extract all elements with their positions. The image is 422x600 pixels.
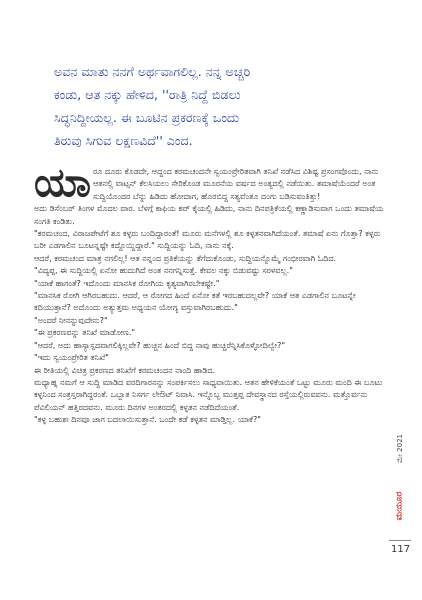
issue-date: [392, 428, 408, 468]
paragraph: "ಕಳ್ಳ ಬಹುಶಃ ದಿನವೂ ಜಾಗ ಬದಲಾಯಿಸುತ್ತಾನೆ. ಒಂದೇ ಕಡೆ ಕಳ್ಳತನ ಮಾಡ್ತಿಲ್ಲ. ಯಾಕೆ?": [34, 415, 261, 425]
pull-quote: [54, 60, 384, 152]
magazine-logo: [388, 478, 410, 534]
paragraph: "ಇದು ಸ್ವಯಂಪ್ರೇರಿತ ತನಿಖೆ": [34, 353, 109, 363]
paragraph: "ಆದರೆ, ಅದು ಹಾಸ್ಯಾಸ್ಪದವಾಗಲಿಕ್ಕಿಲ್ಲವೇ? ಹುಚ್ಚನ ಹಿಂದೆ ಬಿದ್ದ ನಾವು ಹುಚ್ಚರೆನ್ನಿಸಿಕೊಳ್ಳೋದಿಲ್ವೇ?": [34, 340, 286, 350]
pull-quote-line: ಅವನ ಮಾತು ನನಗೆ ಅರ್ಥವಾಗಲಿಲ್ಲ. ನನ್ನ ಅಚ್ಚರಿ: [54, 64, 251, 79]
pull-quote-line: ಸಿದ್ಧನಿದ್ದೀಯಲ್ಲ. ಈ ಬೂಟಿನ ಪ್ರಕರಣಕ್ಕೆ ಒಂದು: [54, 110, 240, 125]
paragraph: "ಯಾಕೆ ಹಾಗಂತೆ? ಇದೊಂದು ಮಾನಸಿಕ ರೋಗಿಯ ಕೃತ್ಯವಾಗಿರಬೇಕಷ್ಟೇ.": [34, 278, 220, 288]
page-number: 117: [391, 544, 411, 555]
first-paragraph-block: [34, 160, 386, 206]
paragraph: ಈ ರೀತಿಯಲ್ಲಿ ವಿಚಿತ್ರ ಪ್ರಕರಣದ ತನಿಖೆಗೆ ಕರಮಚಂದನ ನಾಂದಿ ಹಾಡಿದ.: [34, 365, 216, 375]
issue-date-text: ಮೇ 2021: [395, 433, 404, 463]
paragraph: "ವಿದ್ಯಪ್ಪ, ಈ ಸುದ್ದಿಯಲ್ಲಿ ಏನೋ ಹುದುಗಿದೆ ಅಂತ ನನಗನ್ನಿಸುತ್ತೆ. ಕೇವಲ ನಕ್ಕು ಬಿಡುವಷ್ಟು ಸರಳವಲ್ಲ.": [34, 266, 293, 276]
paragraph: "ಈ ಪ್ರಕರಣವನ್ನು ತನಿಖೆ ಮಾಡೋಣ.": [34, 328, 136, 338]
pull-quote-line: ತಿರುವು ಸಿಗುವ ಲಕ್ಷಣವಿದೆ'' ಎಂದ.: [54, 133, 193, 148]
paragraph: ಆದರೆ, ಕರಮಚಂದ ಮಾತ್ರ ನಗಲಿಲ್ಲ! ಆತ ನನ್ನಂದ ಪ್ರತಿಕೆಯನ್ನು ತೆಗೆದುಕೊಂಡು, ಸುದ್ದಿಯನ್ನೊಮ್ಮೆ ಗಂಭೀರವಾಗಿ ಓದಿದ.: [34, 253, 337, 263]
paragraph: "ಅಂದರೆ ನೀನನ್ನುವುದೇನು?": [34, 315, 108, 325]
page-number-rule: [389, 540, 411, 541]
paragraph: "ಕರಮಚಂದ, ವಿರಾಜಪೇಟೆಗೆ ಶೂ ಕಳ್ಳರು ಬಂದಿದ್ದಾರಂತೆ! ಮೂರು ಮನೆಗಳಲ್ಲಿ ಶೂ ಕಳ್ಳತನವಾಗಿದೆಯಂತೆ. ತಮಾಷೆ ಏನು ಗೊತ್ತಾ? ಕಳ್ಳರು ಬರೀ ಎಡಗಾಲಿನ ಬೂಟನ್ನಷ್ಟೇ ಕದ್ದೊಯ್ದಿದ್ದಾರೆ." ಸುದ್ದಿಯನ್ನು ಓದಿ, ನಾನು ನಕ್ಕೆ.: [34, 229, 381, 251]
paragraph: "ಮಾನಸಿಕ ರೋಗಿ ಆಗಿರಬಹುದು. ಆದರೆ, ಆ ರೋಗದ ಹಿಂದೆ ಏನೋ ಕತೆ ಇರಬಹುದಲ್ಲವೇ? ಯಾಕೆ ಆತ ಎಡಗಾಲಿನ ಬೂಟನ್ನೇ ಕದಿಯುತ್ತಾನೆ? ಅದೊಂದು ಅತ್ಯುತ್ತಮ ಅಧ್ಯಯನ ಯೋಗ್ಯ ವಸ್ತುವಾಗಿರಬಹುದು.": [34, 291, 356, 313]
paragraph: ಮಧ್ಯಾಹ್ನ ನಮಗೆ ಆ ಸುದ್ದಿ ಮಾಡಿದ ವರದಿಗಾರನನ್ನು ಸಂಪರ್ಕಿಸಲು ಸಾಧ್ಯವಾಯಿತು. ಆತನ ಹೇಳಿಕೆಯಂತೆ ಒಟ್ಟು ಮೂರು ಮಂದಿ ಈ ಬೂಟು ಕಳ್ಳನಿಂದ ಸಂತ್ರಸ್ತರಾಗಿದ್ದರಂತೆ. ಒಬ್ಬಾತ ನಿಸರ್ಗ ಲೇಔಟ್ ನಿವಾಸಿ. ಇನ್ನೊಬ್ಬ ಮುತ್ತಪ್ಪ ದೇವಸ್ಥಾನದ ರಸ್ತೆಯಲ್ಲಿರುವವನು. ಮತ್ತೊರ್ವನು ಪೆವಿಲಿಯನ್ ಹತ್ತಿರದವನು. ಮೂರು ದಿನಗಳ ಅಂತರದಲ್ಲಿ ಕಳ್ಳತನ ನಡೆದಿದೆಯಂತೆ.: [34, 377, 383, 412]
pull-quote-line: ಕಂಡು, ಆತ ನಕ್ಕು ಹೇಳಿದ, ''ರಾತ್ರಿ ನಿದ್ದೆ ಬಿಡಲು: [54, 87, 241, 102]
paragraph: ಅದು ಡಿಸೆಂಬರ್ ತಿಂಗಳ ಮೊದಲ ವಾರ. ಬೆಳಗ್ಗೆ ಕಾಫಿಯ ಕಪ್ ಕೈಯಲ್ಲಿ ಹಿಡಿದು, ನಾನು ದಿನಪತ್ರಿಕೆಯಲ್ಲಿ ಕಣ್ಣಾಡಿಸುವಾಗ ಒಂದು ತಮಾಷೆಯ ಸಂಗತಿ ಕಂಡಿತು.: [34, 204, 384, 226]
article-body: [34, 160, 386, 427]
magazine-name: ಮಯೂರ: [394, 491, 405, 521]
drop-cap: ಯಾ: [34, 160, 89, 206]
paragraph: ರೂ ದೂರು ಕೊಡದೇ, ಆದ್ದಂದ ಕರಮಚಂದನೇ ಸ್ವಯಂಪ್ರೇರಿತವಾಗಿ ತನಿಖೆ ನಡೆಸಿದ ವಿಶಿಷ್ಟ ಪ್ರಸಂಗವೊಂದು, ನಾನು ಆತನಲ್ಲಿ ವಾಟ್ಸನ್ ಕೆಲಸಿಯಲು ಸೇರಿಕೊಂಡ ಮೂರನೆಯ ವರ್ಷದ ಅಂತ್ಯದಲ್ಲಿ ನಡೆಯಿತು. ತಮಾಷೆಯೆಂದರೆ ಅಂತ ಸುದ್ದಿಯೊಂದರ ಬೆನ್ನು ಹಿಡಿದು ಹೋದಾಗ, ಹೊರಬಿದ್ದ ಸತ್ಯವೆಂತೂ ದಂಗು ಬಡಿಸುವಂತಿತ್ತು!: [92, 167, 379, 201]
